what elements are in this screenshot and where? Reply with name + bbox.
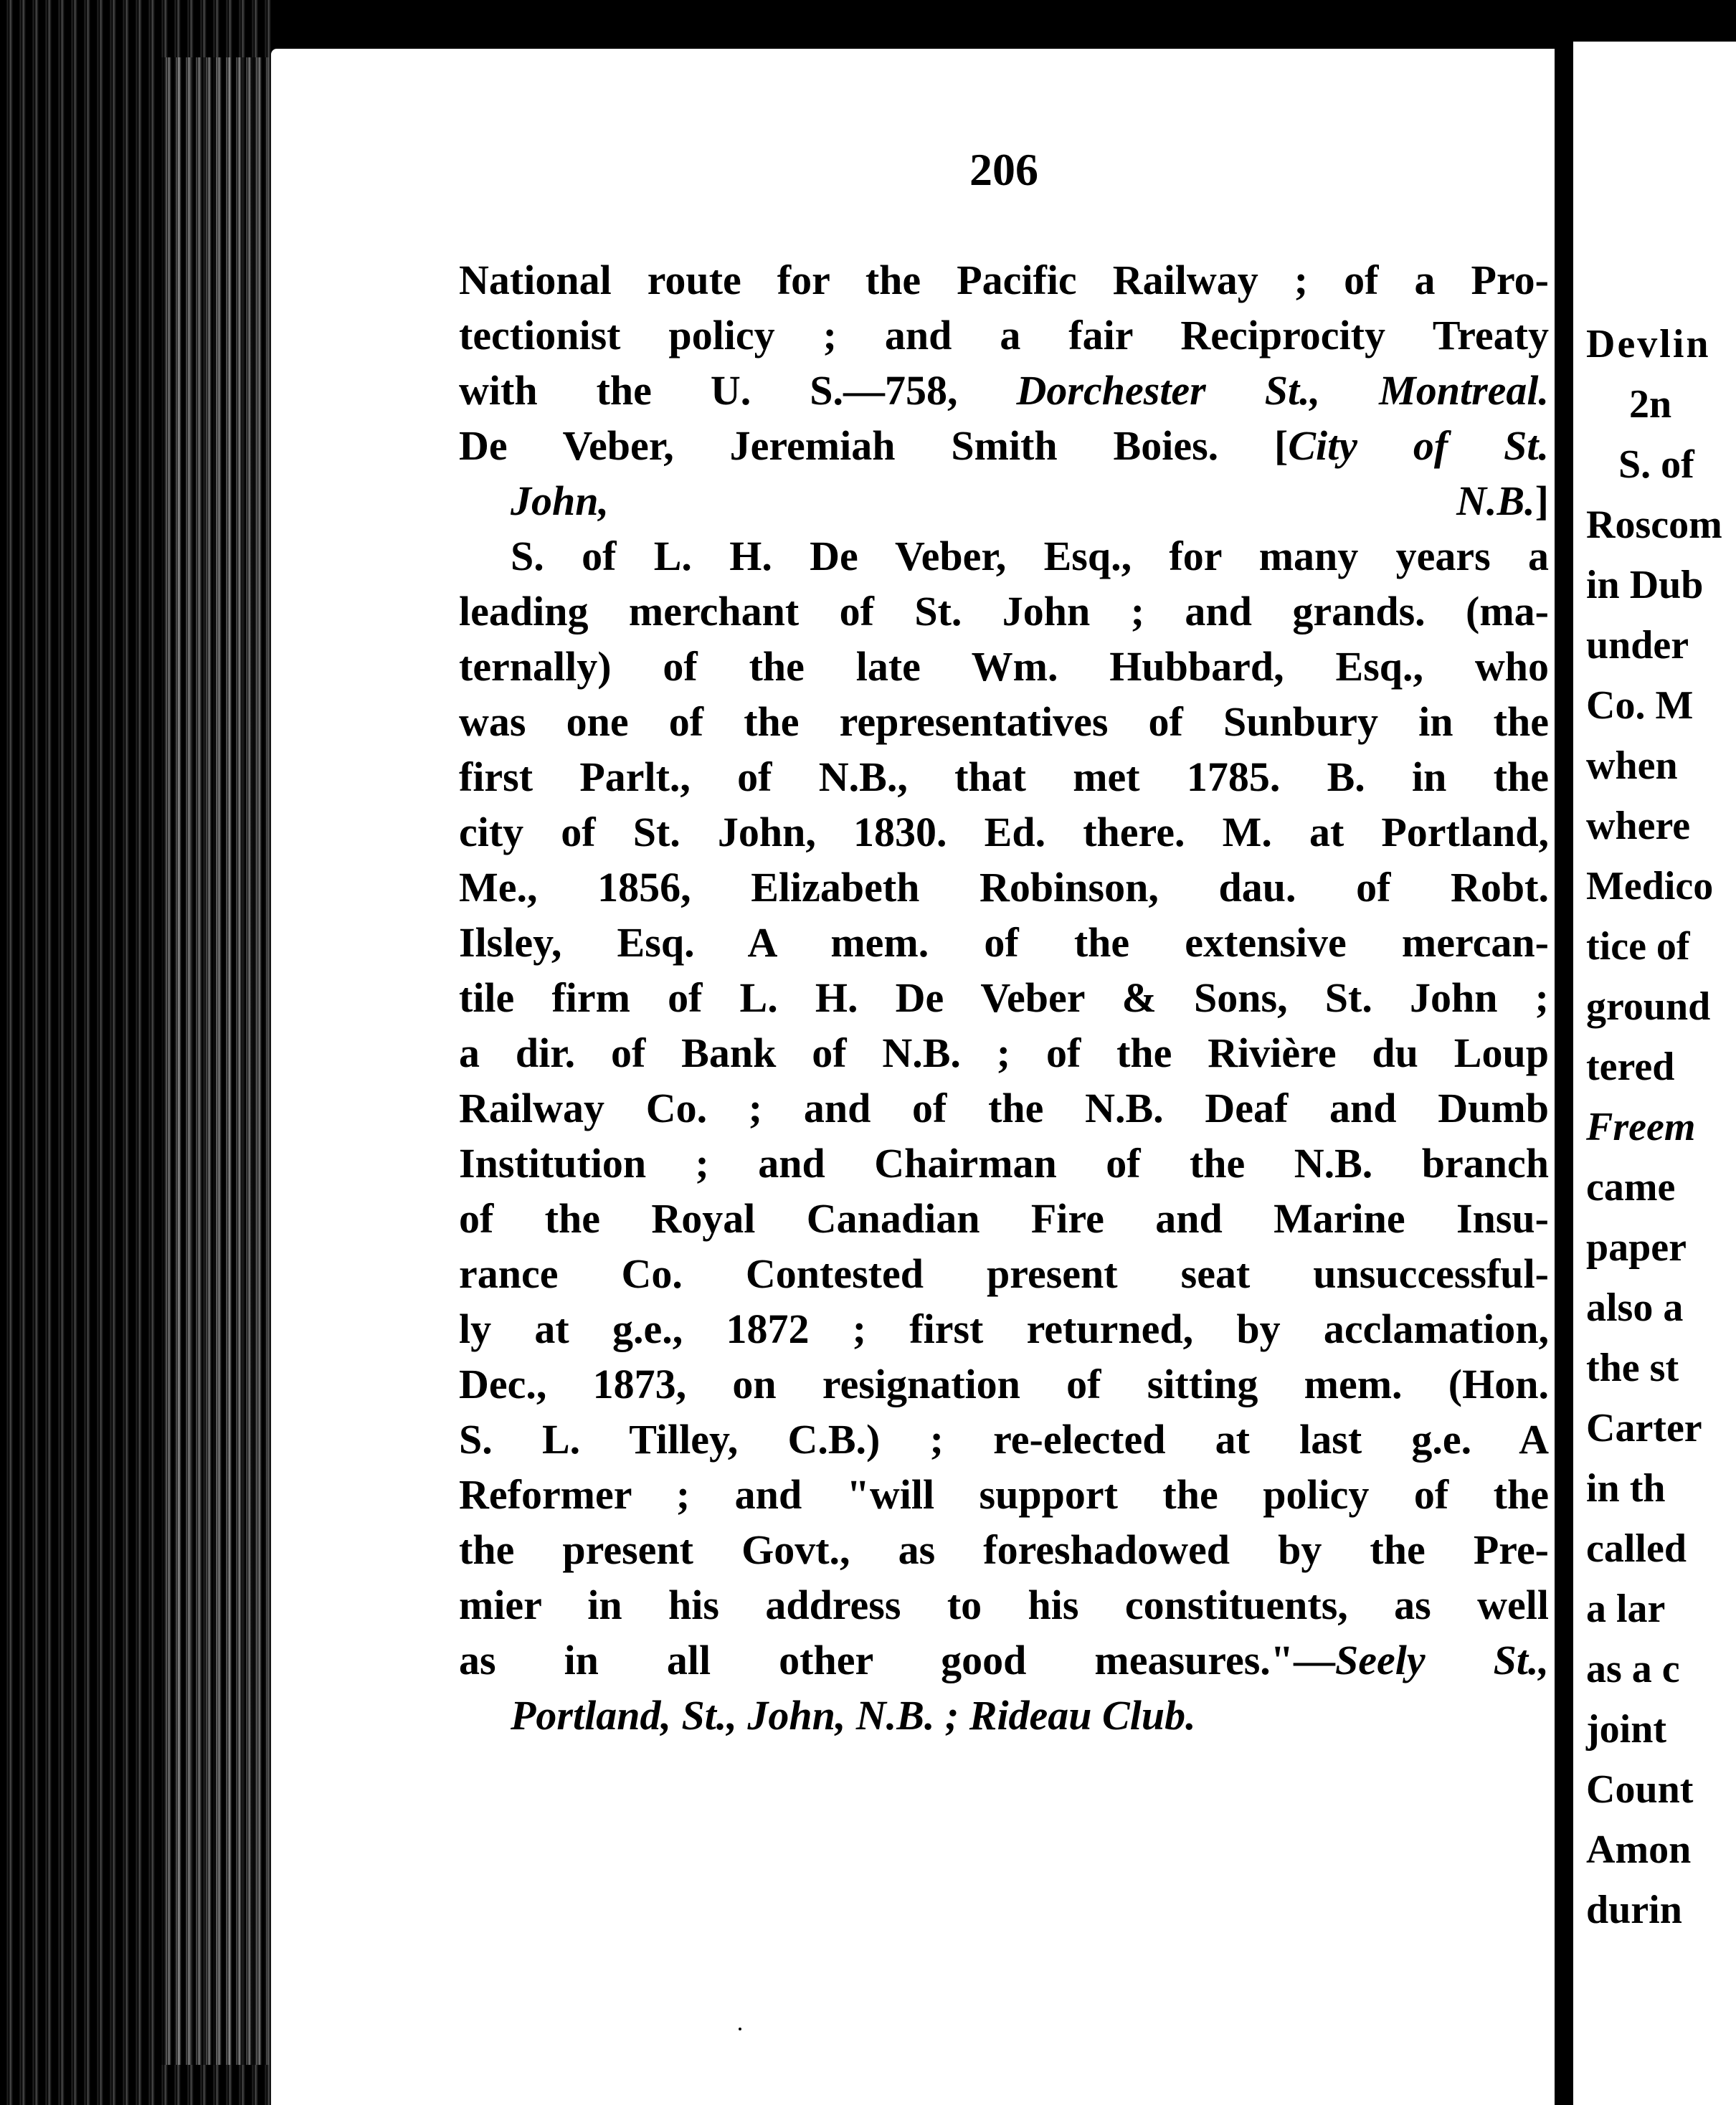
text-column <box>459 252 1549 1743</box>
right-page-line: Devlin <box>1586 322 1711 366</box>
text-line <box>459 1356 1549 1412</box>
text-line <box>459 1467 1549 1522</box>
line-text: ] <box>1535 477 1549 524</box>
right-page-line: Roscom <box>1586 503 1722 547</box>
text-line <box>459 252 1549 308</box>
right-page-line: came <box>1586 1165 1676 1210</box>
line-text: S. L. Tilley, C.B.) ; re-elected at last g.e. A <box>459 1416 1549 1463</box>
text-line <box>459 1412 1549 1467</box>
text-line <box>459 749 1549 804</box>
text-line <box>459 584 1549 639</box>
text-line <box>459 1577 1549 1633</box>
right-page-line: Carter <box>1586 1406 1702 1450</box>
right-page-line: as a c <box>1586 1647 1680 1691</box>
right-page-line: where <box>1586 804 1691 848</box>
line-text: the present Govt., as foreshadowed by the Pre- <box>459 1526 1549 1573</box>
text-line <box>459 915 1549 970</box>
right-page-line: joint <box>1586 1707 1666 1752</box>
right-page-line: ground <box>1586 984 1711 1029</box>
right-page-line: Freem <box>1586 1105 1696 1149</box>
line-text: city of St. John, 1830. Ed. there. M. at Portland, <box>459 809 1549 855</box>
line-text: Ilsley, Esq. A mem. of the extensive mercan- <box>459 919 1549 966</box>
text-line <box>459 639 1549 694</box>
right-page-line: also a <box>1586 1286 1684 1330</box>
right-page-line: Co. M <box>1586 683 1694 728</box>
text-line <box>459 804 1549 860</box>
text-line <box>459 363 1549 418</box>
text-line <box>459 1136 1549 1191</box>
line-text: Dec., 1873, on resignation of sitting mem. (Hon. <box>459 1361 1549 1407</box>
line-text: ternally) of the late Wm. Hubbard, Esq., who <box>459 643 1549 690</box>
line-italic-text: City of St. <box>1288 422 1549 469</box>
line-italic-text: Seely St., <box>1335 1637 1549 1683</box>
text-line <box>459 860 1549 915</box>
line-text: De Veber, Jeremiah Smith Boies. [ <box>459 422 1289 469</box>
right-page-line: a lar <box>1586 1587 1666 1631</box>
line-text: S. of L. H. De Veber, Esq., for many years a <box>511 533 1549 579</box>
right-page-line: under <box>1586 623 1689 667</box>
line-text: tile firm of L. H. De Veber & Sons, St. John ; <box>459 974 1549 1021</box>
line-text: was one of the representatives of Sunbury in the <box>459 698 1549 745</box>
line-text: first Parlt., of N.B., that met 1785. B. in the <box>459 754 1549 800</box>
text-line <box>459 1025 1549 1080</box>
line-text: Railway Co. ; and of the N.B. Deaf and Dumb <box>459 1085 1549 1131</box>
right-page-line: Medico <box>1586 864 1714 908</box>
right-page-line: when <box>1586 743 1678 788</box>
text-line <box>459 308 1549 363</box>
line-italic-text: Dorchester St., Montreal. <box>1016 367 1549 414</box>
line-text: rance Co. Contested present seat unsuccessful- <box>459 1250 1549 1297</box>
line-italic-text: John, N.B. <box>511 477 1535 524</box>
text-line <box>459 694 1549 749</box>
text-line <box>459 1246 1549 1301</box>
line-text: Me., 1856, Elizabeth Robinson, dau. of Robt. <box>459 864 1549 911</box>
text-line <box>459 1301 1549 1356</box>
page-edges <box>161 57 269 2065</box>
text-line <box>459 970 1549 1025</box>
line-text: ly at g.e., 1872 ; first returned, by acclamation, <box>459 1306 1549 1352</box>
right-page-line: durin <box>1586 1888 1682 1932</box>
right-page-line: Count <box>1586 1767 1694 1812</box>
right-page-line: the st <box>1586 1346 1679 1390</box>
line-text: mier in his address to his constituents, as well <box>459 1582 1549 1628</box>
right-page-line: tice of <box>1586 924 1690 969</box>
right-page-line: tered <box>1586 1045 1675 1089</box>
right-page-text <box>1586 321 1736 1940</box>
text-line <box>459 418 1549 473</box>
text-line <box>459 1633 1549 1688</box>
line-text: Reformer ; and "will support the policy of the <box>459 1471 1549 1518</box>
right-page-line: paper <box>1586 1225 1687 1270</box>
right-page-line: called <box>1586 1526 1687 1571</box>
line-text: with the U. S.—758, <box>459 367 1017 414</box>
page-number: 206 <box>969 144 1038 195</box>
line-italic-text: Portland, St., John, N.B. ; Rideau Club. <box>511 1692 1196 1739</box>
line-text: a dir. of Bank of N.B. ; of the Rivière du Loup <box>459 1030 1549 1076</box>
line-text: leading merchant of St. John ; and grands. (ma- <box>459 588 1549 635</box>
text-line <box>459 1688 1549 1743</box>
text-line <box>459 528 1549 584</box>
text-line <box>459 1522 1549 1577</box>
right-page-line: S. of <box>1618 442 1694 487</box>
right-page-line: in th <box>1586 1466 1666 1511</box>
line-text: Institution ; and Chairman of the N.B. branch <box>459 1140 1549 1187</box>
text-line <box>459 1080 1549 1136</box>
text-line <box>459 1191 1549 1246</box>
line-text: National route for the Pacific Railway ; of a Pro- <box>459 257 1549 303</box>
text-line <box>459 473 1549 528</box>
book-gutter <box>1555 0 1573 2105</box>
line-text: of the Royal Canadian Fire and Marine Insu- <box>459 1195 1549 1242</box>
print-speck <box>739 2028 741 2030</box>
right-page-line: in Dub <box>1586 563 1704 607</box>
right-page <box>1573 42 1736 2105</box>
right-page-line: Amon <box>1586 1828 1692 1872</box>
line-text: tectionist policy ; and a fair Reciprocity Treaty <box>459 312 1549 358</box>
line-text: as in all other good measures."— <box>459 1637 1336 1683</box>
right-page-line: 2n <box>1629 382 1672 427</box>
